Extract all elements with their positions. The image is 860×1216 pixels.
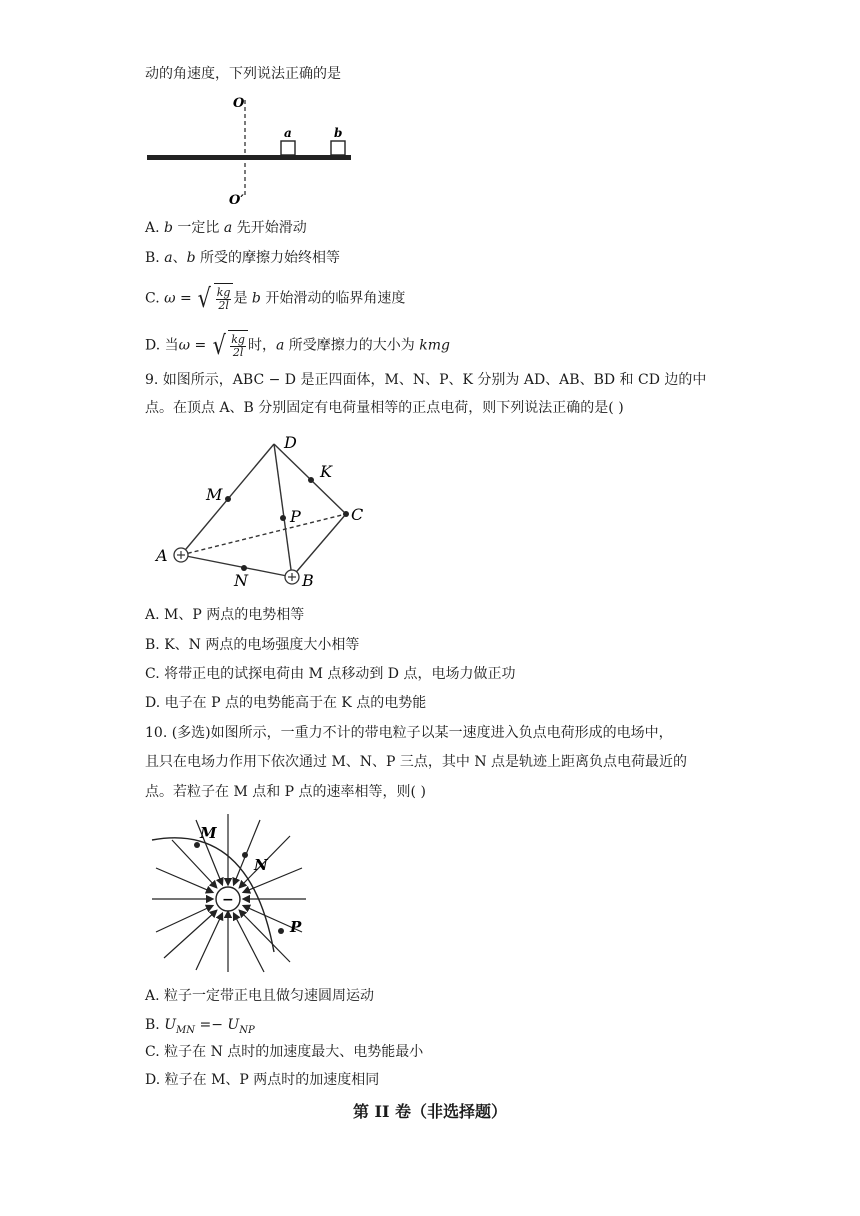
label-n: N	[234, 571, 248, 590]
q10-option-c: C. 粒子在 N 点时的加速度最大、电势能最小	[145, 1044, 424, 1060]
q9-stem-line1: 9. 如图所示，ABC − D 是正四面体，M、N、P、K 分别为 AD、AB、BD 和 CD 边的中	[145, 372, 707, 388]
q9-option-d: D. 电子在 P 点的电势能高于在 K 点的电势能	[145, 695, 427, 711]
q8-option-d: D. 当ω = √ $\frac{kg}{2l}$ 时，a 所受摩擦力的大小为 kmg	[145, 330, 450, 361]
block-a	[281, 141, 295, 155]
q8-option-c: C. ω = √ $\frac{kg}{2l}$ 是 b 开始滑动的临界角速度	[145, 283, 406, 314]
q10-stem-line1: 10. (多选)如图所示，一重力不计的带电粒子以某一速度进入负点电荷形成的电场中，	[145, 725, 673, 741]
label-n: N	[254, 856, 268, 874]
label-b: B	[302, 571, 314, 590]
q10-option-b: B. $U_{MN} =- U_{NP}$	[145, 1017, 255, 1036]
q10-stem-line3: 点。若粒子在 M 点和 P 点的速率相等，则( )	[145, 784, 426, 800]
point-n	[242, 852, 248, 858]
label-b: b	[334, 126, 343, 140]
label-c: C	[351, 505, 364, 524]
label-m: M	[200, 824, 217, 842]
field-lines-figure	[150, 812, 310, 974]
point-p	[278, 928, 284, 934]
q8-option-a: A. b 一定比 a 先开始滑动	[145, 220, 307, 236]
turntable-figure	[145, 92, 355, 210]
label-o: O	[233, 96, 245, 111]
point-p	[280, 515, 286, 521]
turntable-bar	[147, 155, 351, 160]
q10-stem-line2: 且只在电场力作用下依次通过 M、N、P 三点，其中 N 点是轨迹上距离负点电荷最近的	[145, 754, 688, 770]
point-k	[308, 477, 314, 483]
q9-option-a: A. M、P 两点的电势相等	[145, 607, 305, 623]
q9-option-c: C. 将带正电的试探电荷由 M 点移动到 D 点，电场力做正功	[145, 666, 516, 682]
point-m	[194, 842, 200, 848]
intro-text: 动的角速度，下列说法正确的是	[145, 66, 341, 82]
minus-sign: −	[222, 892, 234, 908]
edge-ac-hidden	[181, 514, 346, 555]
charge-a	[174, 548, 188, 562]
q9-stem-line2: 点。在顶点 A、B 分别固定有电荷量相等的正点电荷，则下列说法正确的是( )	[145, 400, 624, 416]
label-d: D	[284, 433, 297, 452]
tetrahedron-figure	[150, 428, 380, 594]
label-k: K	[320, 462, 332, 481]
point-c	[343, 511, 349, 517]
label-a: a	[284, 126, 292, 140]
label-m: M	[206, 485, 223, 504]
particle-trajectory	[152, 838, 274, 952]
label-o-prime: O′	[229, 193, 244, 208]
point-m	[225, 496, 231, 502]
block-b	[331, 141, 345, 155]
section-title: 第 II 卷（非选择题）	[352, 1102, 508, 1121]
q10-option-d: D. 粒子在 M、P 两点时的加速度相同	[145, 1072, 380, 1088]
label-p: P	[290, 507, 301, 526]
label-a: A	[156, 546, 168, 565]
charge-b	[285, 570, 299, 584]
q9-option-b: B. K、N 两点的电场强度大小相等	[145, 637, 360, 653]
q8-option-b: B. a、b 所受的摩擦力始终相等	[145, 250, 340, 266]
q10-option-a: A. 粒子一定带正电且做匀速圆周运动	[145, 988, 375, 1004]
label-p: P	[290, 918, 302, 936]
